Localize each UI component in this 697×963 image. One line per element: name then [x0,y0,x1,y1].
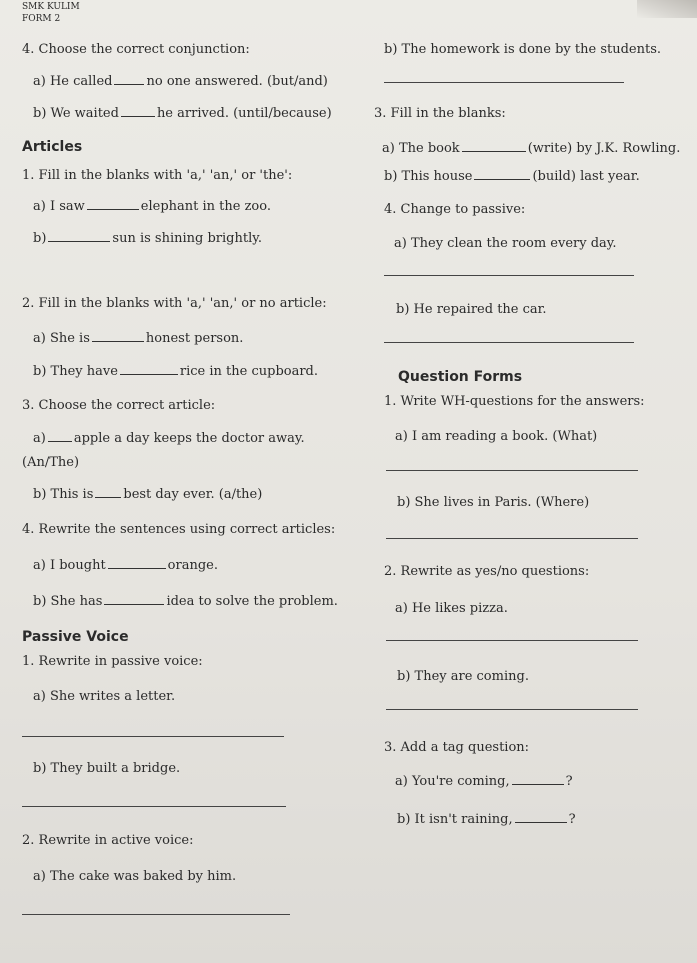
text: b) [33,231,47,246]
articles-q4-b [33,594,338,610]
text: orange. [167,558,218,573]
text: sun is shining brightly. [112,231,262,246]
passive-top-b: b) The homework is done by the students. [384,42,662,57]
text: honest person. [145,331,244,346]
answer-line[interactable] [384,342,634,343]
answer-blank[interactable] [120,373,178,375]
answer-blank[interactable] [48,240,110,242]
text: he arrived. (until/because) [156,106,332,121]
articles-q2-b [33,364,318,380]
answer-line[interactable] [386,538,638,539]
answer-blank[interactable] [95,496,121,498]
text: (build) last year. [532,169,640,184]
articles-q1-b [33,231,262,247]
articles-q3-title: 3. Choose the correct article: [22,398,216,413]
passive-q1-title: 1. Rewrite in passive voice: [22,654,203,669]
qforms-q2-title: 2. Rewrite as yes/no questions: [384,564,590,579]
text: a) I saw [33,199,85,214]
text: elephant in the zoo. [140,199,271,214]
answer-line[interactable] [22,736,284,737]
qforms-q1-a: a) I am reading a book. (What) [395,429,598,444]
articles-q3-a [33,431,305,447]
qforms-q2-b: b) They are coming. [397,669,529,684]
answer-blank[interactable] [92,340,144,342]
fill-title: 3. Fill in the blanks: [374,106,506,121]
text: idea to solve the problem. [166,594,338,609]
articles-heading: Articles [22,139,83,155]
answer-line[interactable] [22,806,286,807]
conjunction-title: 4. Choose the correct conjunction: [22,42,250,57]
answer-blank[interactable] [114,83,144,85]
answer-line[interactable] [22,914,290,915]
change-title: 4. Change to passive: [384,202,526,217]
question-forms-heading: Question Forms [398,369,523,385]
articles-q1-title: 1. Fill in the blanks with 'a,' 'an,' or 'the': [22,168,293,183]
text: b) This house [384,169,473,184]
articles-q1-a [33,199,271,215]
text: a) She is [33,331,90,346]
text: no one answered. (but/and) [146,74,328,89]
articles-q4-a [33,558,218,574]
articles-q3-b [33,487,262,503]
fill-item-b [384,169,640,185]
text: best day ever. (a/the) [123,487,263,502]
text: b) She has [33,594,103,609]
change-item-a: a) They clean the room every day. [394,236,617,251]
qforms-q3-a [395,774,573,790]
form-label: FORM 2 [22,14,61,24]
answer-blank[interactable] [512,783,564,785]
change-item-b: b) He repaired the car. [396,302,547,317]
answer-line[interactable] [386,709,638,710]
passive-heading: Passive Voice [22,629,129,645]
text: apple a day keeps the doctor away. [73,431,305,446]
text: ? [568,812,576,827]
passive-q1-a: a) She writes a letter. [33,689,176,704]
answer-blank[interactable] [121,115,155,117]
qforms-q3-b [397,812,576,828]
articles-q4-title: 4. Rewrite the sentences using correct articles: [22,522,336,537]
qforms-q2-a: a) He likes pizza. [395,601,508,616]
answer-blank[interactable] [87,208,139,210]
passive-q1-b: b) They built a bridge. [33,761,181,776]
text: ? [565,774,573,789]
text: (write) by J.K. Rowling. [527,141,681,156]
qforms-q1-title: 1. Write WH-questions for the answers: [384,394,645,409]
fill-item-a [382,141,680,157]
articles-q2-a [33,331,243,347]
passive-q2-title: 2. Rewrite in active voice: [22,833,194,848]
answer-line[interactable] [384,275,634,276]
passive-q2-a: a) The cake was baked by him. [33,869,237,884]
conjunction-item-b [33,106,332,122]
answer-blank[interactable] [108,567,166,569]
articles-q3-options: (An/The) [22,455,80,470]
text: b) This is [33,487,94,502]
text: rice in the cupboard. [179,364,319,379]
text: a) You're coming, [395,774,510,789]
qforms-q1-b: b) She lives in Paris. (Where) [397,495,590,510]
text: a) He called [33,74,113,89]
text: b) They have [33,364,118,379]
page-curl [637,0,697,18]
answer-line[interactable] [384,82,624,83]
answer-blank[interactable] [474,178,530,180]
school-name: SMK KULIM [22,2,80,12]
answer-blank[interactable] [104,603,164,605]
answer-blank[interactable] [462,150,526,152]
qforms-q3-title: 3. Add a tag question: [384,740,530,755]
text: a) The book [382,141,460,156]
conjunction-item-a [33,74,328,90]
text: b) It isn't raining, [397,812,513,827]
answer-line[interactable] [386,640,638,641]
answer-blank[interactable] [48,440,72,442]
answer-line[interactable] [386,470,638,471]
articles-q2-title: 2. Fill in the blanks with 'a,' 'an,' or no article: [22,296,327,311]
text: b) We waited [33,106,119,121]
answer-blank[interactable] [515,821,567,823]
text: a) I bought [33,558,106,573]
text: a) [33,431,46,446]
